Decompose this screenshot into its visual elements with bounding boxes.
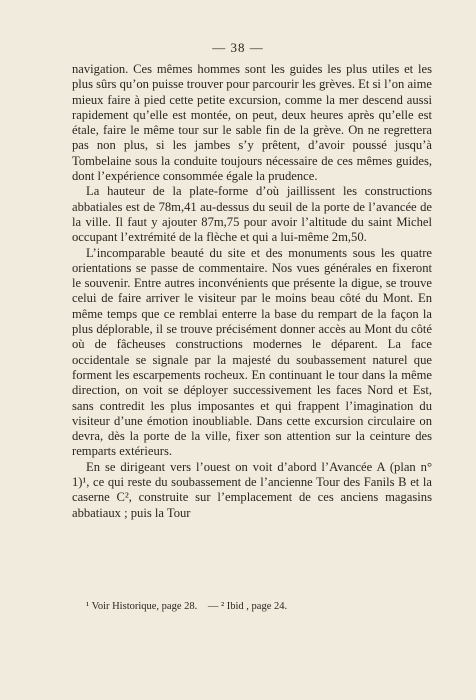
footnotes [86, 600, 426, 613]
paragraph-2: La hauteur de la plate-forme d’où jaillissent les constructions abbatiales est de 78m,41 au-dessus du seuil de la porte de l’avancée de la ville. Il faut y ajouter 87m,75 pour avoir l’altitude du saint Michel occupant l’extrémité de la flèche et qui a lui-même 2m,50. [72, 184, 432, 245]
paragraph-1: navigation. Ces mêmes hommes sont les guides les plus utiles et les plus sûrs qu’on puisse trouver pour parcourir les grèves. Et si l’on aime mieux faire à pied cette petite excursion, comme la mer descend aussi rapidement qu’elle est montée, on peut, deux heures après qu’elle est étale, faire le même tour sur le sable fin de la grève. On ne regrettera pas non plus, si les jambes s’y prêtent, d’avoir poussé jusqu’à Tombelaine sous la conduite toujours nécessaire de ces mêmes guides, dont l’expérience consommée égale la prudence. [72, 62, 432, 184]
paragraph-3: L’incomparable beauté du site et des monuments sous les quatre orientations se passe de commentaire. Nos vues générales en fixeront le souvenir. Entre autres inconvénients que présente la digue, se trouve celui de faire arriver le visiteur par le moins beau côté du Mont. En même temps que ce remblai enterre la base du rempart de la façon la plus déplorable, il se trouve précisément donner accès au Mont du côté où de fâcheuses constructions modernes le déparent. La face occidentale se signale par la majesté du soubassement naturel que forment les escarpements rocheux. En continuant le tour dans la même direction, on voit se déployer successivement les faces Nord et Est, sans contredit les plus imposantes et qui frappent l’imagination du visiteur d’une émotion inoubliable. Dans cette excursion circulaire on devra, dès la porte de la ville, fixer son attention sur la ceinture des remparts extérieurs. [72, 245, 432, 459]
footnote-2: — ² Ibid , page 24. [207, 601, 288, 612]
body-text [72, 62, 432, 521]
footnote-1: ¹ Voir Historique, page 28. [86, 601, 198, 612]
page-number: — 38 — [212, 40, 264, 55]
paragraph-4: En se dirigeant vers l’ouest on voit d’abord l’Avancée A (plan n° 1)¹, ce qui reste du soubassement de l’ancienne Tour des Fanils B et la caserne C², construite sur l’emplacement de ces anciens magasins abbatiaux ; puis la Tour [72, 459, 432, 520]
